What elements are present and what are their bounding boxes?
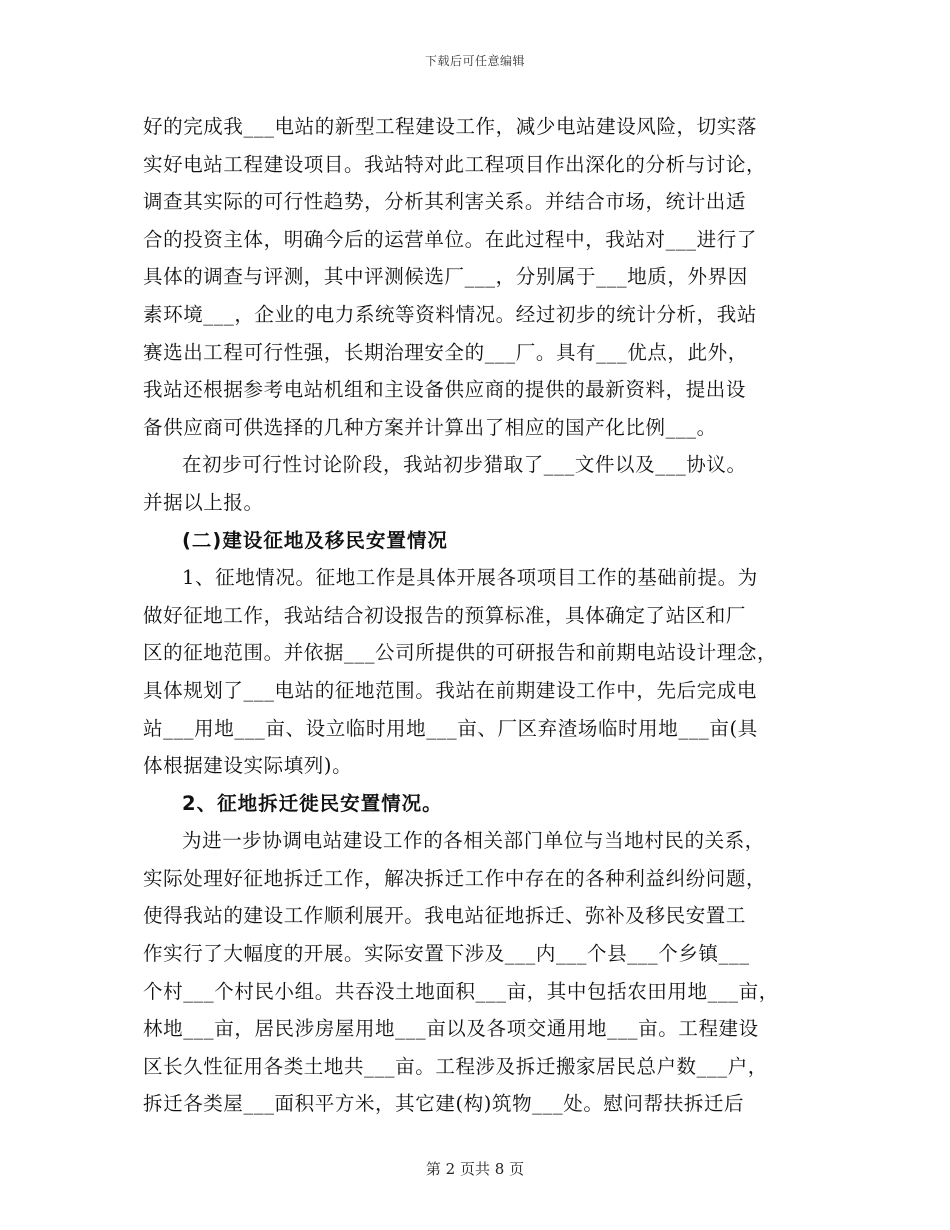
paragraph-line: 区的征地范围。并依据___公司所提供的可研报告和前期电站设计理念， (143, 641, 778, 665)
paragraph-line: 我站还根据参考电站机组和主设备供应商的提供的最新资料，提出设 (143, 378, 747, 402)
paragraph-line: 好的完成我___电站的新型工程建设工作，减少电站建设风险，切实落 (143, 115, 757, 138)
paragraph-line: 实好电站工程建设项目。我站特对此工程项目作出深化的分析与讨论， (143, 152, 767, 176)
paragraph-line: 使得我站的建设工作顺利展开。我电站征地拆迁、弥补及移民安置工 (143, 904, 747, 928)
paragraph-line: 为进一步协调电站建设工作的各相关部门单位与当地村民的关系， (182, 829, 765, 853)
paragraph-line: 站___用地___亩、设立临时用地___亩、厂区弃渣场临时用地___亩(具 (143, 716, 758, 740)
paragraph-line: 林地___亩，居民涉房屋用地___亩以及各项交通用地___亩。工程建设 (143, 1017, 759, 1041)
page-number: 第 2 页共 8 页 (425, 1160, 525, 1178)
paragraph-line: 赛选出工程可行性强，长期治理安全的___厂。具有___优点，此外， (143, 340, 748, 364)
paragraph-line: 在初步可行性讨论阶段，我站初步猎取了___文件以及___协议。 (182, 453, 747, 477)
paragraph-line: 个村___个村民小组。共吞没土地面积___亩，其中包括农田用地___亩， (143, 979, 779, 1003)
paragraph-line: 拆迁各类屋___面积平方米，其它建(构)筑物___处。慰问帮扶拆迁后 (143, 1092, 745, 1116)
paragraph-line: 作实行了大幅度的开展。实际安置下涉及___内___个县___个乡镇___ (143, 942, 750, 966)
paragraph-line: 具体的调查与评测，其中评测候选厂___，分别属于___地质，外界因 (143, 265, 748, 289)
paragraph-line: 合的投资主体，明确今后的运营单位。在此过程中，我站对___进行了 (143, 227, 757, 251)
paragraph-line: 做好征地工作，我站结合初设报告的预算标准，具体确定了站区和厂 (143, 603, 747, 627)
paragraph-line: 并据以上报。 (143, 490, 264, 514)
paragraph-line: 实际处理好征地拆迁工作，解决拆迁工作中存在的各种利益纠纷问题， (143, 866, 767, 890)
paragraph-line: 体根据建设实际填列)。 (143, 754, 353, 778)
paragraph-line: 1、征地情况。征地工作是具体开展各项项目工作的基础前提。为 (182, 566, 758, 590)
paragraph-line: 区长久性征用各类土地共___亩。工程涉及拆迁搬家居民总户数___户， (143, 1054, 768, 1078)
paragraph-line: 备供应商可供选择的几种方案并计算出了相应的国产化比例___。 (143, 415, 717, 439)
page-header: 下载后可任意编辑 (424, 54, 525, 68)
paragraph-line: 具体规划了___电站的征地范围。我站在前期建设工作中，先后完成电 (143, 678, 757, 702)
paragraph-line: 素环境___，企业的电力系统等资料情况。经过初步的统计分析，我站 (143, 302, 757, 326)
document-body (143, 108, 808, 1123)
paragraph-line: 调查其实际的可行性趋势，分析其利害关系。并结合市场，统计出适 (143, 190, 747, 214)
section-heading: (二)建设征地及移民安置情况 (182, 528, 448, 552)
subsection-heading: 2、征地拆迁徙民安置情况。 (182, 791, 443, 815)
